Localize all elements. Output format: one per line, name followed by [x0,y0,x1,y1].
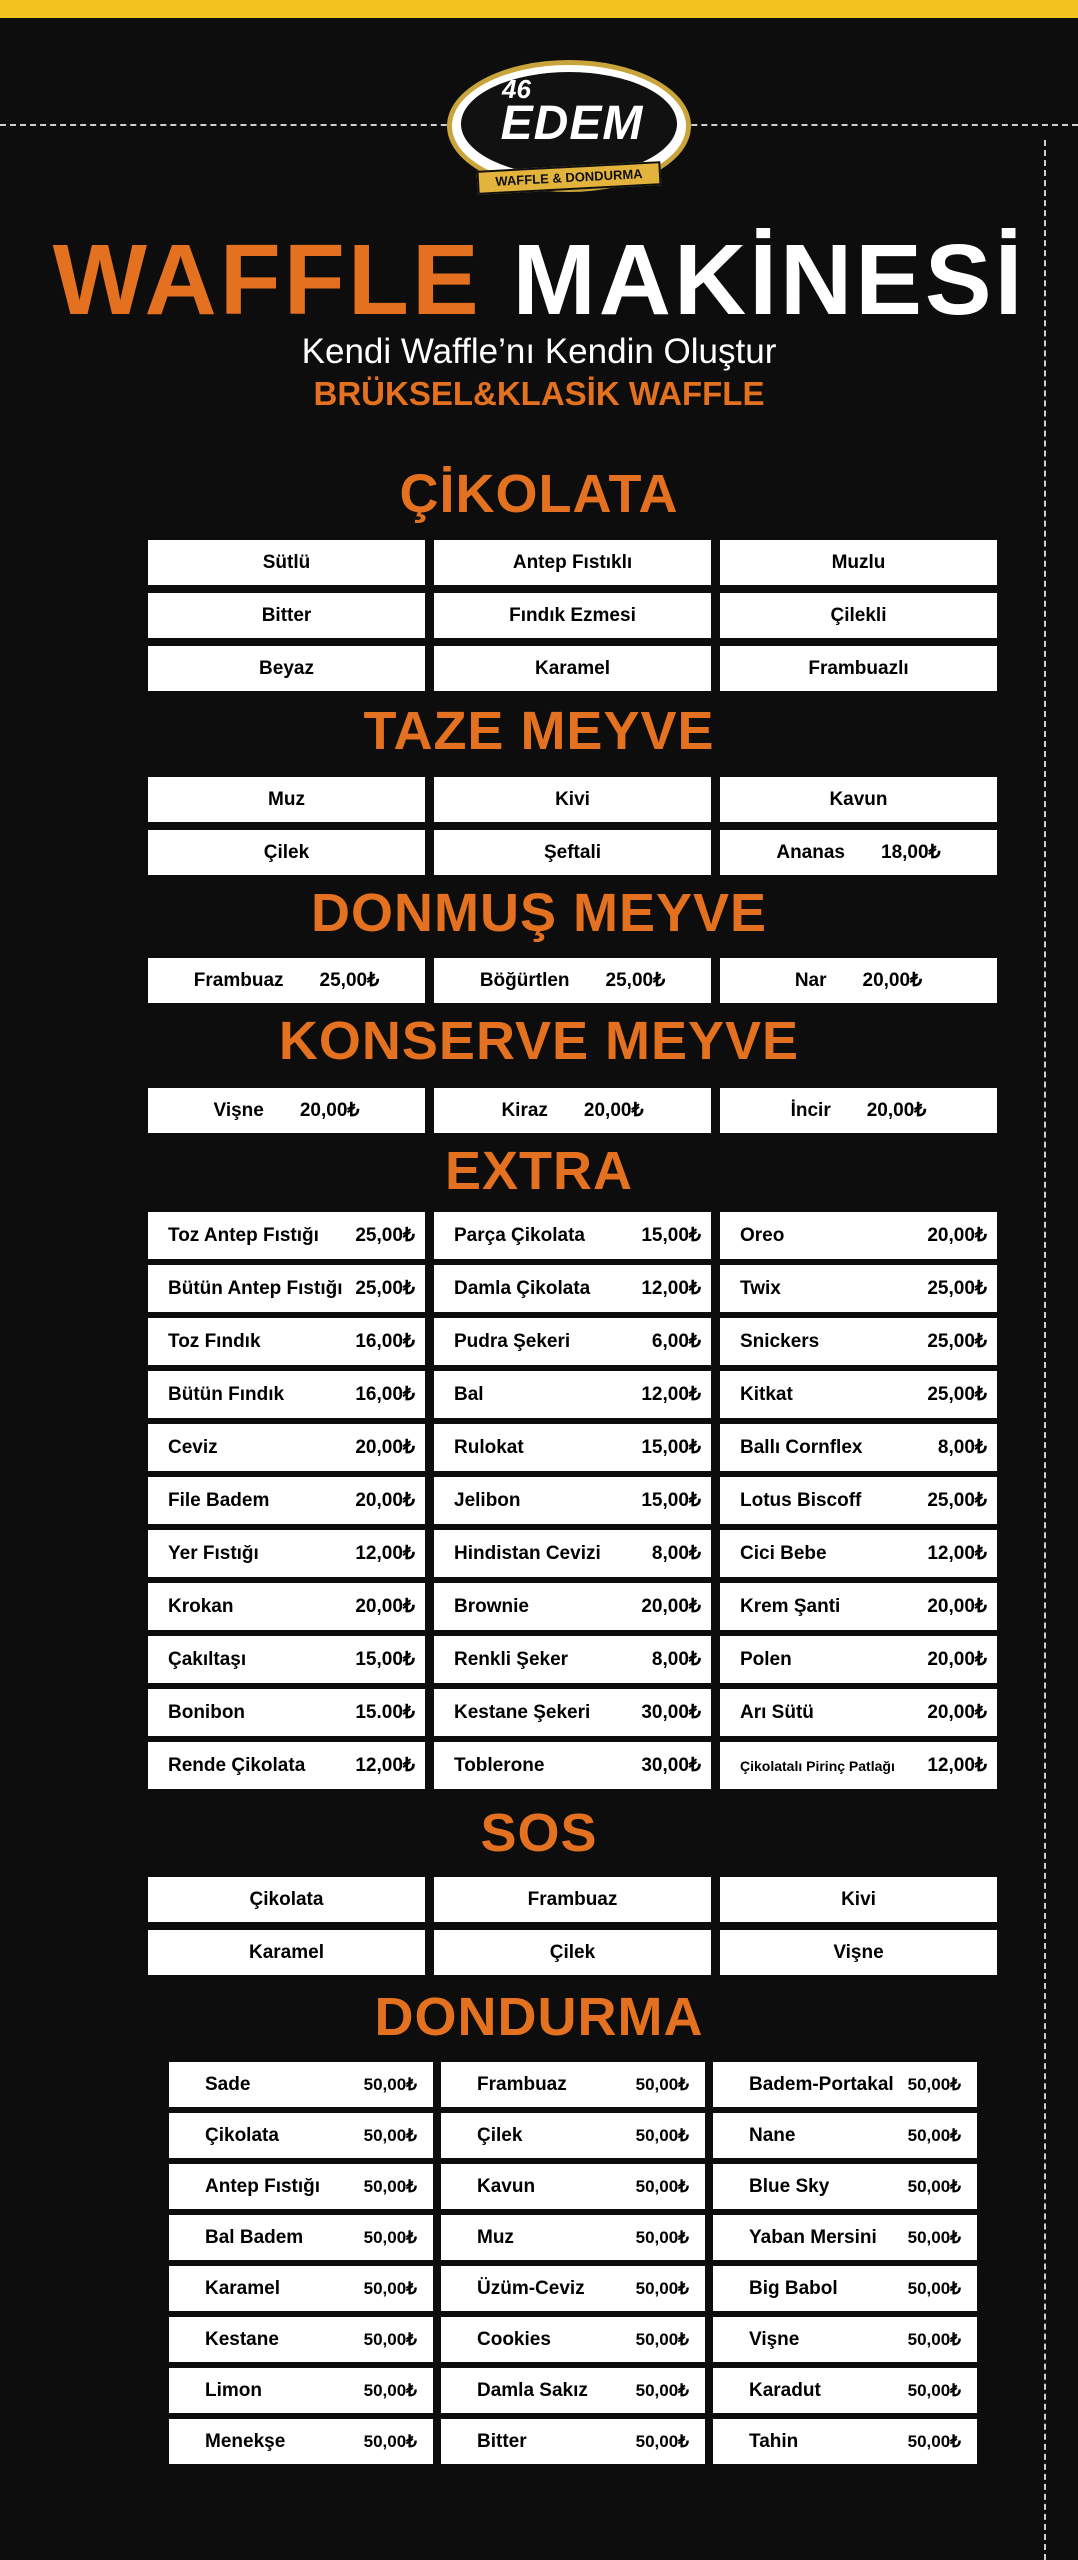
item-price: 30,00₺ [641,1755,701,1776]
menu-item [148,1530,425,1577]
item-price: 25,00₺ [927,1278,987,1299]
item-name: Damla Çikolata [454,1277,591,1299]
item-price: 15,00₺ [641,1225,701,1246]
item-name: Çakıltaşı [168,1648,247,1670]
menu-item [434,777,711,822]
menu-item [713,2215,977,2260]
menu-item [148,1371,425,1418]
item-name: Karamel [205,2277,280,2299]
item-price: 16,00₺ [355,1331,415,1352]
item-price: 20,00₺ [583,1100,644,1121]
item-price: 50,00₺ [363,2278,417,2298]
item-name: Blue Sky [749,2175,830,2197]
item-name: Çikolata [205,2124,279,2146]
dondurma-grid [169,2062,977,2464]
menu-item [434,830,711,875]
section-heading-konserve-meyve: KONSERVE MEYVE [278,1011,800,1071]
taze-meyve-grid [148,777,997,875]
subtitle-waffle-types: BRÜKSEL&KLASİK WAFFLE [313,375,765,412]
menu-item [148,1265,425,1312]
menu-item [169,2368,433,2413]
item-price: 20,00₺ [355,1490,415,1511]
section-heading-sos: SOS [480,1803,598,1863]
menu-item [434,1636,711,1683]
item-price: 50,00₺ [635,2074,689,2094]
item-price: 15.00₺ [355,1702,415,1723]
menu-item [720,830,997,875]
menu-item [713,2317,977,2362]
item-name: Kiraz [501,1099,548,1121]
item-price: 12,00₺ [355,1543,415,1564]
item-price: 18,00₺ [881,842,941,863]
menu-item: Karamel [434,646,711,691]
item-price: 12,00₺ [927,1755,987,1776]
item-name: Kestane [205,2328,279,2350]
item-name: Rende Çikolata [168,1754,306,1776]
item-name: Şeftali [543,841,602,863]
menu-item [720,777,997,822]
menu-item [720,1742,997,1789]
item-name: Bütün Fındık [168,1383,285,1405]
menu-item [148,1318,425,1365]
item-price: 12,00₺ [927,1543,987,1564]
logo-number: 46 [502,74,531,104]
item-price: 25,00₺ [355,1225,415,1246]
menu-item [713,2368,977,2413]
item-price: 20,00₺ [641,1596,701,1617]
item-name: Çikolatalı Pirinç Patlağı [740,1757,895,1774]
menu-item [148,1088,425,1133]
donmus-meyve-grid [148,958,997,1003]
menu-item [434,1742,711,1789]
item-name: Limon [205,2379,262,2401]
menu-item [434,1088,711,1133]
item-name: Yer Fıstığı [168,1542,259,1564]
item-price: 50,00₺ [635,2329,689,2349]
menu-item [434,1212,711,1259]
item-name: Badem-Portakal [749,2073,894,2095]
menu-item [148,958,425,1003]
menu-item [148,1212,425,1259]
menu-item [720,1477,997,1524]
menu-item [169,2266,433,2311]
item-name: Karadut [749,2379,821,2401]
menu-item [434,958,711,1003]
menu-item [434,1689,711,1736]
menu-item [148,1742,425,1789]
section-heading-cikolata: ÇİKOLATA [399,464,679,524]
logo-tagline: WAFFLE & DONDURMA [476,161,661,195]
menu-item [713,2062,977,2107]
item-price: 50,00₺ [363,2074,417,2094]
cikolata-grid [148,540,997,691]
menu-item [720,1636,997,1683]
item-price: 20,00₺ [862,970,923,991]
menu-item: Frambuaz [434,1877,711,1922]
item-name: Big Babol [749,2277,838,2299]
item-price: 50,00₺ [907,2278,961,2298]
menu-item [720,1088,997,1133]
menu-item: Sütlü [148,540,425,585]
item-price: 12,00₺ [355,1755,415,1776]
menu-item [434,1371,711,1418]
menu-item: Fındık Ezmesi [434,593,711,638]
menu-item [720,958,997,1003]
item-price: 25,00₺ [927,1331,987,1352]
item-name: Frambuaz [193,969,284,991]
item-name: Sade [205,2073,251,2095]
menu-item: Frambuazlı [720,646,997,691]
item-price: 25,00₺ [319,970,380,991]
item-name: Kavun [829,788,888,810]
item-price: 50,00₺ [907,2329,961,2349]
item-price: 20,00₺ [299,1100,360,1121]
menu-item [169,2419,433,2464]
item-price: 50,00₺ [635,2227,689,2247]
item-price: 50,00₺ [907,2125,961,2145]
item-price: 15,00₺ [355,1649,415,1670]
item-name: Polen [740,1648,792,1670]
menu-item [441,2266,705,2311]
item-price: 50,00₺ [907,2227,961,2247]
item-price: 25,00₺ [605,970,666,991]
item-name: Nane [749,2124,796,2146]
item-price: 50,00₺ [363,2329,417,2349]
item-name: Muz [477,2226,514,2248]
item-name: Pudra Şekeri [454,1330,571,1352]
menu-item: Antep Fıstıklı [434,540,711,585]
item-name: Yaban Mersini [749,2226,877,2248]
menu-item [720,1212,997,1259]
item-name: Vişne [749,2328,800,2350]
item-name: Bal [454,1383,484,1405]
menu-item [434,1318,711,1365]
menu-item [441,2419,705,2464]
item-name: Antep Fıstığı [205,2175,321,2197]
item-price: 8,00₺ [651,1543,701,1564]
subtitle: Kendi Waffle’nı Kendin Oluştur [301,332,777,371]
item-price: 50,00₺ [363,2125,417,2145]
title-part2: MAKİNESİ [512,224,1026,336]
item-name: Parça Çikolata [454,1224,585,1246]
item-name: Çilek [263,841,310,863]
item-name: Krem Şanti [740,1595,841,1617]
item-name: İncir [790,1099,831,1121]
menu-item [434,1583,711,1630]
menu-item [434,1530,711,1577]
menu-item [148,1689,425,1736]
item-price: 50,00₺ [635,2380,689,2400]
item-name: Frambuaz [477,2073,567,2095]
menu-item: Beyaz [148,646,425,691]
item-name: Krokan [168,1595,234,1617]
item-price: 15,00₺ [641,1490,701,1511]
menu-item [169,2113,433,2158]
menu-item [169,2215,433,2260]
item-price: 20,00₺ [927,1225,987,1246]
item-name: Toblerone [454,1754,545,1776]
item-name: Kestane Şekeri [454,1701,591,1723]
item-price: 25,00₺ [927,1384,987,1405]
menu-item [441,2317,705,2362]
menu-item [720,1318,997,1365]
item-name: Renkli Şeker [454,1648,569,1670]
item-name: Toz Fındık [168,1330,261,1352]
menu-item [434,1265,711,1312]
item-price: 50,00₺ [635,2176,689,2196]
menu-item [434,1477,711,1524]
menu-item: Muzlu [720,540,997,585]
menu-item [148,1583,425,1630]
extra-grid [148,1212,997,1789]
menu-item [169,2062,433,2107]
menu-item: Kivi [720,1877,997,1922]
item-price: 20,00₺ [927,1596,987,1617]
item-price: 20,00₺ [866,1100,927,1121]
item-name: Kitkat [740,1383,793,1405]
item-price: 50,00₺ [907,2074,961,2094]
item-name: Ananas [776,841,845,863]
menu-item [148,1477,425,1524]
item-name: Snickers [740,1330,820,1352]
item-price: 50,00₺ [635,2431,689,2451]
logo-name: EDEM [500,97,644,150]
sos-grid [148,1877,997,1975]
menu-item [713,2266,977,2311]
item-price: 50,00₺ [635,2278,689,2298]
menu-item [713,2419,977,2464]
item-name: Bal Badem [205,2226,304,2248]
item-price: 50,00₺ [907,2431,961,2451]
item-price: 25,00₺ [355,1278,415,1299]
section-heading-donmus-meyve: DONMUŞ MEYVE [310,883,768,943]
section-heading-taze-meyve: TAZE MEYVE [363,701,715,761]
item-name: Twix [740,1277,781,1299]
item-name: Jelibon [454,1489,521,1511]
item-name: Toz Antep Fıstığı [168,1224,319,1246]
menu-item [720,1424,997,1471]
menu-item: Çilek [434,1930,711,1975]
item-name: Cookies [477,2328,551,2350]
item-name: Nar [794,969,827,991]
item-price: 30,00₺ [641,1702,701,1723]
menu-item [720,1689,997,1736]
item-price: 50,00₺ [363,2380,417,2400]
menu-item [148,1424,425,1471]
menu-item [713,2164,977,2209]
item-name: Hindistan Cevizi [454,1542,601,1564]
item-name: Vişne [213,1099,264,1121]
item-price: 50,00₺ [363,2431,417,2451]
menu-item [441,2164,705,2209]
menu-item [720,1265,997,1312]
item-price: 12,00₺ [641,1278,701,1299]
menu-item [434,1424,711,1471]
item-price: 50,00₺ [363,2227,417,2247]
item-name: Ceviz [168,1436,218,1458]
item-price: 25,00₺ [927,1490,987,1511]
item-name: Kavun [477,2175,536,2197]
item-price: 50,00₺ [907,2176,961,2196]
item-name: Tahin [749,2430,799,2452]
item-price: 15,00₺ [641,1437,701,1458]
item-price: 50,00₺ [635,2125,689,2145]
section-heading-dondurma: DONDURMA [374,1987,704,2047]
item-price: 20,00₺ [355,1437,415,1458]
menu-item: Çikolata [148,1877,425,1922]
menu-item [441,2113,705,2158]
item-name: Bitter [477,2430,527,2452]
item-price: 50,00₺ [907,2380,961,2400]
title-part1: WAFFLE [52,224,482,336]
item-name: Muz [268,788,305,810]
item-price: 20,00₺ [927,1702,987,1723]
item-name: Cici Bebe [740,1542,827,1564]
menu-item: Vişne [720,1930,997,1975]
menu-item [713,2113,977,2158]
item-name: Lotus Biscoff [740,1489,862,1511]
item-price: 6,00₺ [651,1331,701,1352]
top-accent-bar [0,0,1078,18]
menu-item: Bitter [148,593,425,638]
item-name: Arı Sütü [740,1701,814,1723]
menu-item [441,2062,705,2107]
brand-logo [447,60,695,196]
menu-item [720,1583,997,1630]
item-name: Brownie [454,1595,529,1617]
item-name: Ballı Cornflex [740,1436,863,1458]
item-name: Üzüm-Ceviz [477,2277,585,2299]
item-price: 8,00₺ [651,1649,701,1670]
menu-item [720,1530,997,1577]
item-name: Bonibon [168,1701,246,1723]
item-price: 20,00₺ [355,1596,415,1617]
item-price: 8,00₺ [937,1437,987,1458]
item-name: File Badem [168,1489,270,1511]
item-name: Rulokat [454,1436,524,1458]
menu-item: Karamel [148,1930,425,1975]
item-price: 12,00₺ [641,1384,701,1405]
menu-item [148,830,425,875]
menu-item [148,777,425,822]
konserve-meyve-grid [148,1088,997,1133]
menu-item [148,1636,425,1683]
item-price: 50,00₺ [363,2176,417,2196]
section-heading-extra: EXTRA [444,1141,633,1201]
item-name: Menekşe [205,2430,286,2452]
item-name: Çilek [477,2124,523,2146]
page-title [0,225,1078,335]
item-name: Böğürtlen [479,969,570,991]
item-name: Kivi [555,788,590,810]
menu-item [169,2164,433,2209]
item-name: Bütün Antep Fıstığı [168,1277,343,1299]
menu-item: Çilekli [720,593,997,638]
menu-item [169,2317,433,2362]
item-price: 16,00₺ [355,1384,415,1405]
item-name: Damla Sakız [477,2379,588,2401]
menu-item [441,2368,705,2413]
menu-item [720,1371,997,1418]
item-price: 20,00₺ [927,1649,987,1670]
menu-item [441,2215,705,2260]
item-name: Oreo [740,1224,785,1246]
